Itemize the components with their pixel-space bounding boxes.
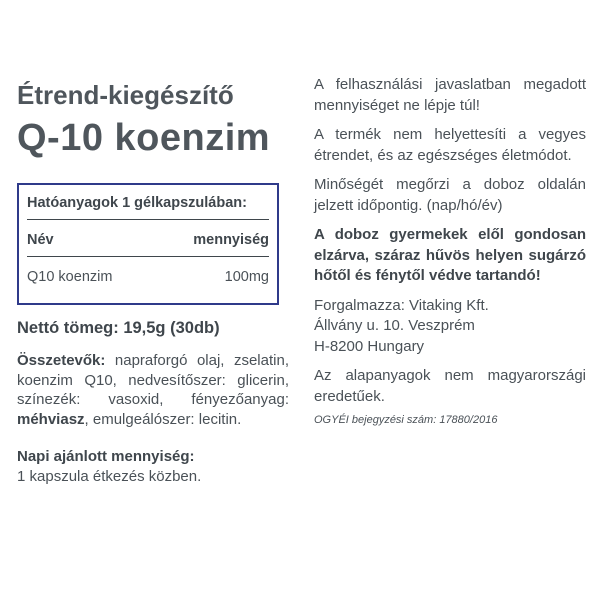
dose-text: 1 kapszula étkezés közben. [17,467,202,485]
net-weight: Nettó tömeg: 19,5g (30db) [17,319,220,337]
diet-notice: A termék nem helyettesíti a vegyes étrendet, és az egészséges életmódot. [314,126,586,164]
distributor-name: Forgalmazza: Vitaking Kft. [314,296,489,314]
best-before-notice: Minőségét megőrzi a doboz oldalán jelzett időpontig. (nap/hó/év) [314,176,586,214]
col-amount-header: mennyiség [193,232,269,248]
left-column [17,75,289,486]
registration-number: OGYÉI bejegyzési szám: 17880/2016 [314,414,498,426]
ingredients-part2: , emulgeálószer: lecitin. [84,410,242,428]
col-name-header: Név [27,232,54,248]
origin-notice: Az alapanyagok nem magyarországi eredetűek. [314,367,586,405]
ingredients-part1: napraforgó olaj, zselatin, koenzim Q10, nedvesítőszer: glicerin, színezék: vasoxid, fényezőanyag: [17,352,289,408]
product-title: Q-10 koenzim [17,117,271,159]
right-column [314,75,586,426]
ingredients-beeswax: méhviasz [17,410,85,428]
storage-notice: A doboz gyermekek elől gondosan elzárva, száraz hűvös helyen sugárzó hőtől és fénytől védve tartandó! [314,226,586,284]
ingredients-label: Összetevők: [17,352,106,369]
table-heading: Hatóanyagok 1 gélkapszulában: [27,195,247,211]
active-ingredients-table [17,183,279,305]
row-name: Q10 koenzim [27,269,113,285]
dose-label: Napi ajánlott mennyiség: [17,448,195,465]
ingredients-text [17,351,289,429]
table-row [27,269,269,285]
usage-warning: A felhasználási javaslatban megadott mennyiséget ne lépje túl! [314,76,586,114]
table-header-row [27,232,269,248]
table-divider [27,256,269,257]
row-amount: 100mg [224,269,269,285]
distributor-street: Állvány u. 10. Veszprém [314,317,475,334]
distributor-country: H-8200 Hungary [314,337,425,355]
product-category: Étrend-kiegészítő [17,80,234,110]
distributor-block [314,296,586,358]
table-divider [27,219,269,220]
